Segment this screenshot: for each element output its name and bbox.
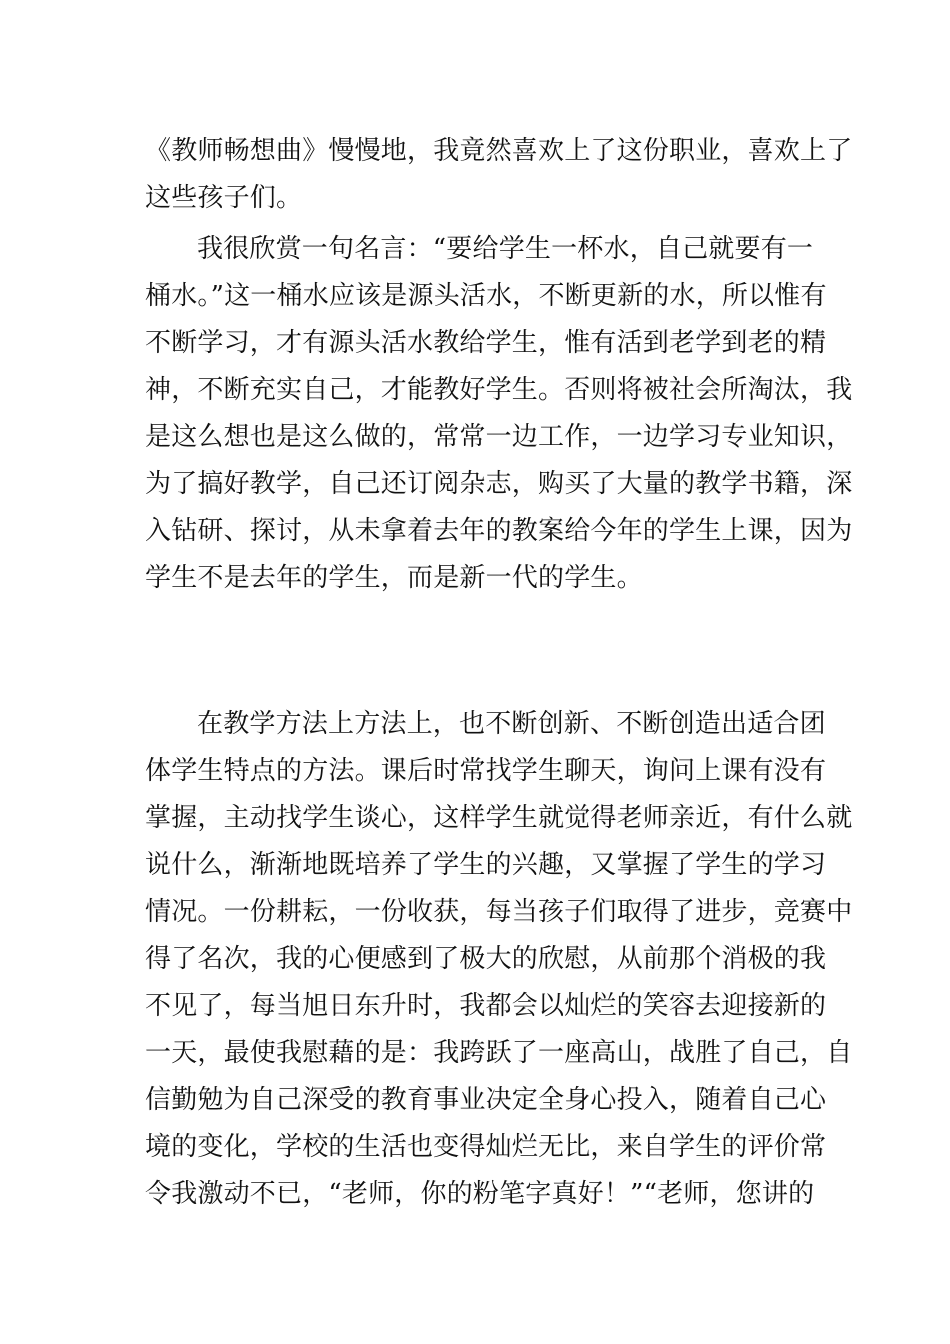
paragraph-line: 信勤勉为自己深受的教育事业决定全身心投入，随着自己心: [145, 1085, 827, 1115]
paragraph-line: 一天，最使我慰藉的是：我跨跃了一座高山，战胜了自己，自: [145, 1038, 853, 1068]
paragraph-line: 掌握，主动找学生谈心，这样学生就觉得老师亲近，有什么就: [145, 803, 853, 833]
paragraph-line: 不断学习，才有源头活水教给学生，惟有活到老学到老的精: [145, 328, 827, 358]
paragraph-line: 学生不是去年的学生，而是新一代的学生。: [145, 563, 643, 593]
paragraph-line: 体学生特点的方法。课后时常找学生聊天，询问上课有没有: [145, 756, 827, 786]
paragraph-line: 情况。一份耕耘，一份收获，每当孩子们取得了进步，竞赛中: [145, 897, 853, 927]
paragraph-line: 这些孩子们。: [145, 183, 303, 213]
paragraph-1: [145, 128, 853, 222]
paragraph-line: 令我激动不已，“老师，你的粉笔字真好！”“老师，您讲的: [145, 1179, 815, 1209]
paragraph-2: [145, 226, 853, 602]
paragraph-line: 我很欣赏一句名言：“要给学生一杯水，自己就要有一: [197, 234, 814, 264]
paragraph-line: 《教师畅想曲》慢慢地，我竟然喜欢上了这份职业，喜欢上了: [145, 136, 853, 166]
paragraph-3: [145, 701, 853, 1218]
paragraph-line: 得了名次，我的心便感到了极大的欣慰，从前那个消极的我: [145, 944, 827, 974]
paragraph-line: 为了搞好教学，自己还订阅杂志，购买了大量的教学书籍，深: [145, 469, 853, 499]
paragraph-line: 是这么想也是这么做的，常常一边工作，一边学习专业知识，: [145, 422, 853, 452]
paragraph-line: 说什么，渐渐地既培养了学生的兴趣，又掌握了学生的学习: [145, 850, 827, 880]
paragraph-line: 境的变化，学校的生活也变得灿烂无比，来自学生的评价常: [145, 1132, 827, 1162]
paragraph-line: 桶水。”这一桶水应该是源头活水，不断更新的水，所以惟有: [145, 281, 827, 311]
paragraph-line: 神，不断充实自己，才能教好学生。否则将被社会所淘汰，我: [145, 375, 853, 405]
paragraph-line: 不见了，每当旭日东升时，我都会以灿烂的笑容去迎接新的: [145, 991, 827, 1021]
paragraph-line: 入钻研、探讨，从未拿着去年的教案给今年的学生上课，因为: [145, 516, 853, 546]
paragraph-line: 在教学方法上方法上，也不断创新、不断创造出适合团: [197, 709, 826, 739]
